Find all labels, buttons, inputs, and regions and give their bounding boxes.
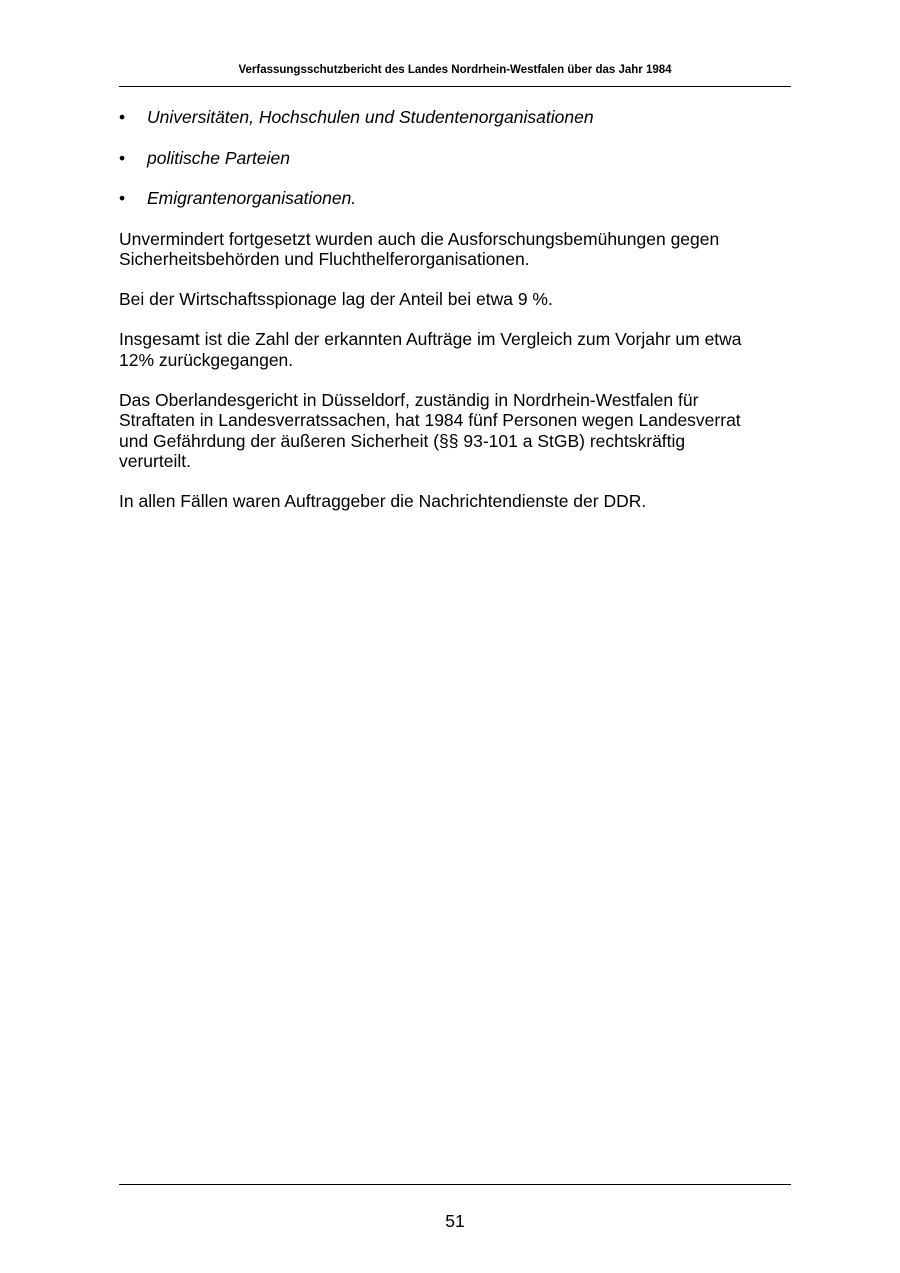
paragraph-ddr-services <box>119 491 791 512</box>
header-rule <box>119 86 791 87</box>
bullet-icon: • <box>119 188 126 208</box>
paragraph-economic-espionage <box>119 289 791 310</box>
text-line: Sicherheitsbehörden und Fluchthelferorganisationen. <box>119 249 530 269</box>
text-line: Straftaten in Landesverratssachen, hat 1984 fünf Personen wegen Landesverrat <box>119 410 741 430</box>
text-line: und Gefährdung der äußeren Sicherheit (§§ 93-101 a StGB) rechtskräftig <box>119 430 686 451</box>
list-item <box>119 148 791 169</box>
list-item <box>119 188 791 209</box>
text-line: Unvermindert fortgesetzt wurden auch die Ausforschungsbemühungen gegen <box>119 228 720 249</box>
page-number: 51 <box>445 1211 465 1231</box>
text-line: verurteilt. <box>119 451 191 471</box>
paragraph-orders-decline <box>119 329 791 370</box>
text-line: Das Oberlandesgericht in Düsseldorf, zuständig in Nordrhein-Westfalen für <box>119 389 699 410</box>
text-line: In allen Fällen waren Auftraggeber die Nachrichtendienste der DDR. <box>119 491 647 511</box>
paragraph-espionage-targets <box>119 229 791 270</box>
list-item-text: politische Parteien <box>147 147 290 168</box>
bullet-list <box>119 107 791 209</box>
list-item-text: Emigrantenorganisationen. <box>147 188 357 208</box>
paragraph-court-convictions <box>119 390 791 472</box>
list-item <box>119 107 791 128</box>
text-line: Insgesamt ist die Zahl der erkannten Aufträge im Vergleich zum Vorjahr um etwa <box>119 329 742 349</box>
text-line: 12% zurückgegangen. <box>119 349 294 370</box>
bullet-icon: • <box>119 107 126 127</box>
bullet-icon: • <box>119 147 126 168</box>
running-header: Verfassungsschutzbericht des Landes Nordrhein-Westfalen über das Jahr 1984 <box>238 64 672 76</box>
text-line: Bei der Wirtschaftsspionage lag der Anteil bei etwa 9 %. <box>119 289 553 309</box>
footer-rule <box>119 1184 791 1185</box>
page-body <box>119 107 791 531</box>
list-item-text: Universitäten, Hochschulen und Studentenorganisationen <box>147 107 594 127</box>
